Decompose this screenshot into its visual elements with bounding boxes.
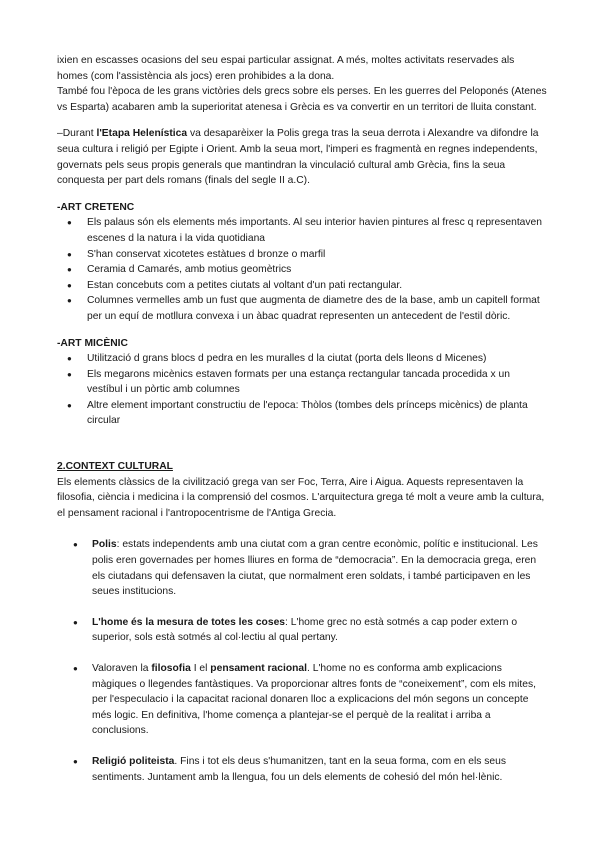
list-item: ● Columnes vermelles amb un fust que augmenta de diametre des de la base, amb un capitell format per un equí de motllura convexa i un àbac quadrat representen un antecedent de l'estil dòric. xyxy=(57,293,547,324)
context-cultural-list xyxy=(57,537,547,785)
hellenistic-term: l'Etapa Helenística xyxy=(96,128,188,140)
list-item-home xyxy=(57,615,547,646)
filosofia-text-2: I el xyxy=(190,663,211,674)
hellenistic-paragraph xyxy=(57,126,547,188)
home-term: L'home és la mesura de totes les coses xyxy=(92,616,286,628)
list-item: ● Altre element important constructiu de l'epoca: Thòlos (tombes dels prínceps micènics) de planta circular xyxy=(57,398,547,429)
filosofia-term: filosofia xyxy=(151,663,191,674)
filosofia-text-1: Valoraven la xyxy=(92,663,152,674)
intro-paragraph-1: ixien en escasses ocasions del seu espai particular assignat. A més, moltes activitats reservades als homes (com l'assistència als jocs) eren prohibides a la dona. xyxy=(57,55,515,82)
list-item: ● Ceramia d Camarés, amb motius geomètrics xyxy=(57,262,547,278)
list-item-religio xyxy=(57,754,547,785)
list-item: ● Els palaus són els elements més importants. Al seu interior havien pintures al fresc q representaven escenes d la natura i la vida quotidiana xyxy=(57,215,547,246)
hellenistic-prefix: –Durant xyxy=(57,128,97,140)
art-cretenc-list xyxy=(57,215,547,324)
hellenistic-text: va desaparèixer la Polis grega tras la seua derrota i Alexandre va difondre la seua cultura i religió per Egipte i Orient. Amb la seua mort, l'imperi es fragmentà en regnes independents, governats pels seus propis generals que mantindran la vinculació cultural amb Grècia, fins la seua conquesta per part dels romans (finals del segle II a.C). xyxy=(57,128,539,187)
filosofia-text-3: . L'home no es conforma amb explicacions màgiques o llegendes fantàstiques. Va proporcionar altres fonts de “coneixement”, com els mites, per l'especulacio i la capacitat racional donaren lloc a explicacions del món segons un concepte més logic. En definitiva, l'home comença a plantejar-se el perquè de la realitat i arriba a conclusions. xyxy=(92,663,536,737)
art-micenic-list xyxy=(57,351,547,429)
list-item-filosofia xyxy=(57,661,547,739)
context-cultural-heading: 2.CONTEXT CULTURAL xyxy=(57,461,173,473)
intro-paragraph-2: També fou l'època de les grans victòries dels grecs sobre els perses. En les guerres del Peloponés (Atenes vs Esparta) acabaren amb la superioritat atenesa i Grècia es va convertir en un territori de lluita constant. xyxy=(57,86,547,113)
religio-text: . Fins i tot els deus s'humanitzen, tant en la seua forma, com en els seus sentiments. Juntament amb la llengua, fou un dels elements de cohesió del món hel·lènic. xyxy=(92,755,507,783)
list-item: ● S'han conservat xicotetes estàtues d bronze o marfil xyxy=(57,247,547,263)
art-cretenc-heading: -ART CRETENC xyxy=(57,201,135,213)
document-page xyxy=(57,53,547,800)
polis-term: Polis xyxy=(92,539,117,551)
religio-term: Religió politeista xyxy=(92,755,175,767)
home-text: : L'home grec no està sotmés a cap poder extern o superior, sols està sotmés al col·lectiu al qual pertany. xyxy=(92,616,518,644)
list-item: ● Estan concebuts com a petites ciutats al voltant d'un pati rectangular. xyxy=(57,278,547,294)
list-item: ● Els megarons micènics estaven formats per una estança rectangular tancada procedida x un vestíbul i un pòrtic amb columnes xyxy=(57,367,547,398)
pensament-term: pensament racional xyxy=(210,663,308,674)
list-item: ● Utilització d grans blocs d pedra en les muralles d la ciutat (porta dels lleons d Micenes) xyxy=(57,351,547,367)
context-cultural-intro: Els elements clàssics de la civilització grega van ser Foc, Terra, Aire i Aigua. Aquests representaven la filosofia, ciència i medicina i la comprensió del cosmos. L'arquitectura grega té molt a veure amb la cultura, el pensament racional i l'antropocentrisme de l'Antiga Grecia. xyxy=(57,476,545,519)
art-micenic-heading: -ART MICÈNIC xyxy=(57,337,128,349)
polis-text: : estats independents amb una ciutat com a gran centre econòmic, polític e institucional. Les polis eren governades per homes lliures en forma de “democracia”. En la democracia grega, eren els ciutadans qui defensaven la ciutat, que normalment eren soldats, i també participaven en les seues institucions. xyxy=(92,539,538,598)
list-item-polis xyxy=(57,537,547,599)
